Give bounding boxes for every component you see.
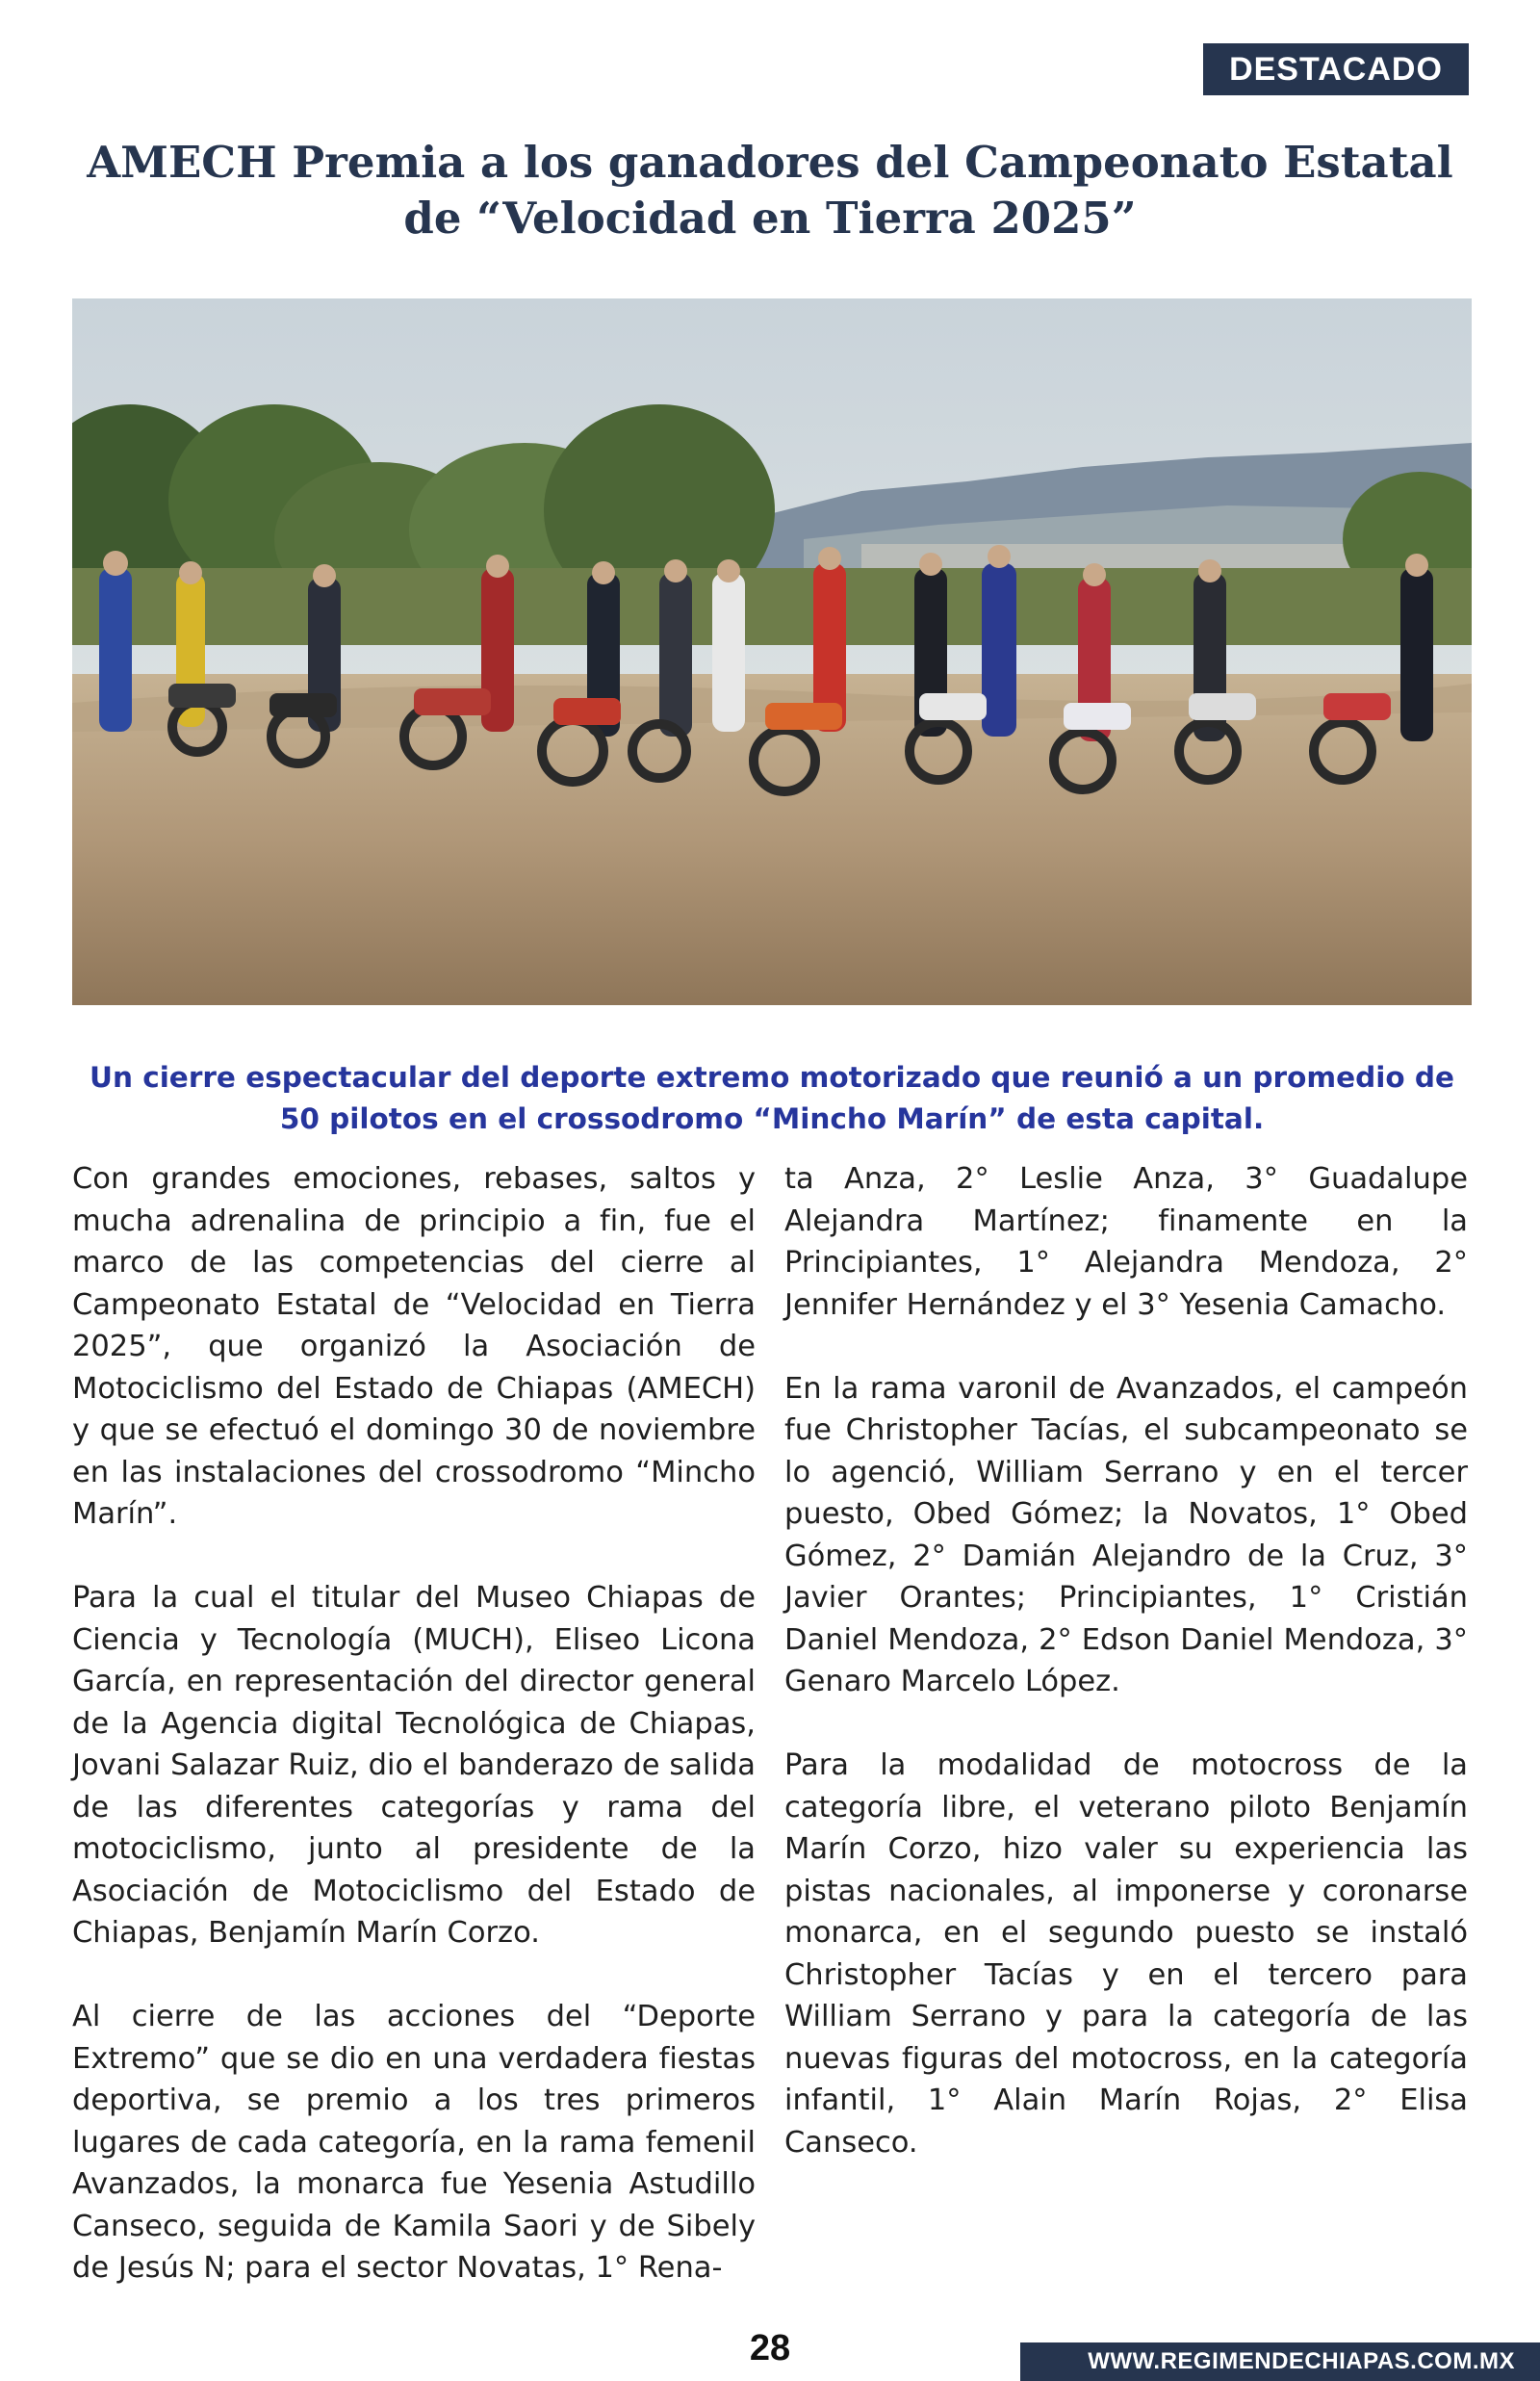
paragraph: Para la cual el titular del Museo Chiapas de Ciencia y Tecnología (MUCH), Eliseo Licona García, en representación del director general de la Agencia digital Tecnológica de Chiapas, Jovani Salazar Ruiz, dio el banderazo de salida de las diferentes categorías y rama del motociclismo, junto al presidente de la Asociación de Motociclismo del Estado de Chiapas, Benjamín Marín Corzo.	[72, 1581, 756, 1950]
subheadline: Un cierre espectacular del deporte extremo motorizado que reunió a un promedio de 50 pilotos en el crossodromo “Mincho Marín” de esta capital.	[89, 1061, 1455, 1135]
website-url: WWW.REGIMENDECHIAPAS.COM.MX	[1020, 2342, 1540, 2381]
page-number: 28	[749, 2328, 791, 2368]
paragraph: ta Anza, 2° Leslie Anza, 3° Guadalupe Alejandra Martínez; finamente en la Principiantes, 1° Alejandra Mendoza, 2° Jennifer Hernández y el 3° Yesenia Camacho.	[784, 1162, 1468, 1322]
paragraph: En la rama varonil de Avanzados, el campeón fue Christopher Tacías, el subcampeonato se lo agenció, William Serrano y en el tercer puesto, Obed Gómez; la Novatos, 1° Obed Gómez, 2° Damián Alejandro de la Cruz, 3° Javier Orantes; Principiantes, 1° Cristián Daniel Mendoza, 2° Edson Daniel Mendoza, 3° Genaro Marcelo López.	[784, 1371, 1468, 1698]
article-column-right	[784, 1158, 1468, 2206]
paragraph: Al cierre de las acciones del “Deporte Extremo” que se dio en una verdadera fiestas deportiva, se premio a los tres primeros lugares de cada categoría, en la rama femenil Avanzados, la monarca fue Yesenia Astudillo Canseco, seguida de Kamila Saori y de Sibely de Jesús N; para el sector Novatas, 1° Rena-	[72, 2000, 756, 2285]
paragraph: Para la modalidad de motocross de la categoría libre, el veterano piloto Benjamín Marín Corzo, hizo valer su experiencia las pistas nacionales, al imponerse y coronarse monarca, en el segundo puesto se instaló Christopher Tacías y en el tercero para William Serrano y para la categoría de las nuevas figuras del motocross, en la categoría infantil, 1° Alain Marín Rojas, 2° Elisa Canseco.	[784, 1748, 1468, 2160]
section-tag: DESTACADO	[1203, 43, 1469, 95]
article-column-left	[72, 1158, 756, 2331]
paragraph: Con grandes emociones, rebases, saltos y mucha adrenalina de principio a fin, fue el marco de las competencias del cierre al Campeonato Estatal de “Velocidad en Tierra 2025”, que organizó la Asociación de Motociclismo del Estado de Chiapas (AMECH) y que se efectuó el domingo 30 de noviembre en las instalaciones del crossodromo “Mincho Marín”.	[72, 1162, 756, 1531]
riders-group-photo	[72, 298, 1472, 1005]
headline: AMECH Premia a los ganadores del Campeonato Estatal de “Velocidad en Tierra 2025”	[87, 137, 1453, 244]
